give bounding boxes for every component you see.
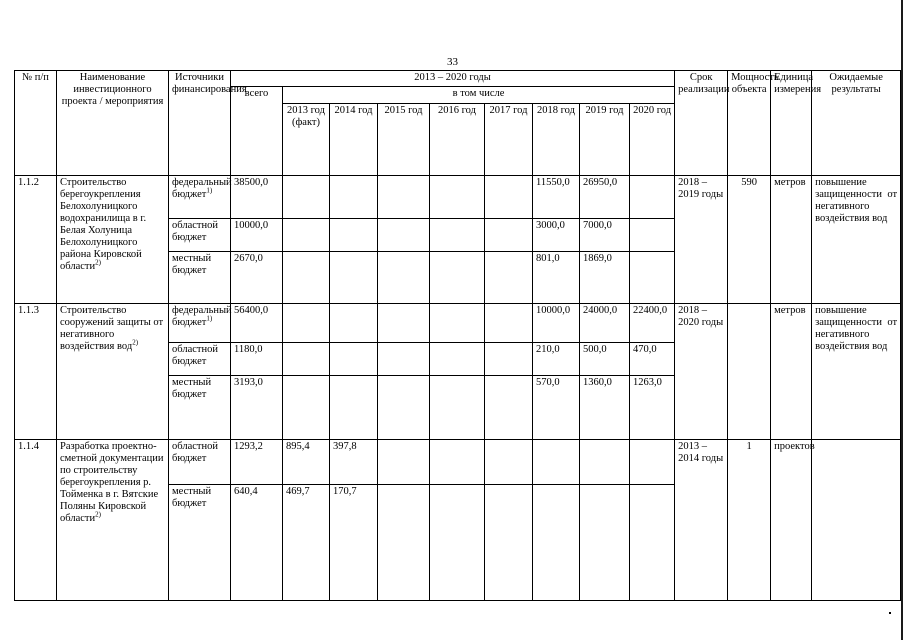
funding-source-text: федеральный бюджет	[172, 177, 232, 201]
year-value	[330, 376, 378, 440]
header-name: Наименование инвестиционного проекта / мероприятия	[57, 71, 169, 176]
year-value	[430, 376, 485, 440]
year-value: 22400,0	[630, 303, 675, 342]
year-value: 570,0	[533, 376, 580, 440]
project-num: 1.1.3	[15, 303, 57, 439]
project-term: 2013 – 2014 годы	[675, 440, 728, 601]
funding-source-text: областной бюджет	[172, 344, 218, 368]
footnote-mark: 1)	[206, 186, 213, 195]
year-value	[533, 485, 580, 601]
year-value: 895,4	[283, 440, 330, 485]
year-value: 397,8	[330, 440, 378, 485]
year-value	[485, 485, 533, 601]
year-value	[485, 252, 533, 304]
page-number: 33	[447, 56, 458, 68]
year-value	[430, 343, 485, 376]
year-value	[330, 219, 378, 252]
year-value	[485, 176, 533, 219]
funding-source	[169, 485, 231, 601]
total-value: 38500,0	[231, 176, 283, 219]
total-value: 2670,0	[231, 252, 283, 304]
year-value	[330, 252, 378, 304]
project-term: 2018 – 2019 годы	[675, 176, 728, 304]
header-including: в том числе	[283, 87, 675, 103]
funding-source-text: местный бюджет	[172, 377, 212, 401]
total-value: 3193,0	[231, 376, 283, 440]
funding-source	[169, 440, 231, 485]
year-value	[330, 303, 378, 342]
funding-source	[169, 219, 231, 252]
year-value	[378, 485, 430, 601]
year-value	[630, 176, 675, 219]
table-row	[15, 303, 901, 342]
year-value	[430, 176, 485, 219]
footnote-mark: 2)	[95, 258, 101, 267]
year-value	[378, 176, 430, 219]
funding-source-text: местный бюджет	[172, 486, 212, 510]
year-value	[430, 485, 485, 601]
table-body	[15, 71, 901, 601]
year-value	[378, 303, 430, 342]
year-value	[580, 485, 630, 601]
project-term: 2018 – 2020 годы	[675, 303, 728, 439]
table-row	[15, 440, 901, 485]
project-unit: метров	[771, 303, 812, 439]
total-value: 1180,0	[231, 343, 283, 376]
page-edge-line	[901, 0, 903, 640]
year-value: 26950,0	[580, 176, 630, 219]
year-value	[485, 440, 533, 485]
header-year: 2014 год	[330, 103, 378, 175]
year-value: 1263,0	[630, 376, 675, 440]
investment-table	[14, 70, 901, 601]
project-name-text: Строительство сооружений защиты от негативного воздействия вод	[60, 304, 164, 352]
header-capacity: Мощность объекта	[728, 71, 771, 176]
funding-source-text: местный бюджет	[172, 253, 212, 277]
year-value: 3000,0	[533, 219, 580, 252]
total-value: 56400,0	[231, 303, 283, 342]
project-capacity	[728, 303, 771, 439]
project-num: 1.1.2	[15, 176, 57, 304]
year-value	[283, 219, 330, 252]
year-value: 500,0	[580, 343, 630, 376]
year-value	[283, 343, 330, 376]
year-value	[430, 440, 485, 485]
year-value	[283, 252, 330, 304]
funding-source	[169, 176, 231, 219]
header-unit: Единица измерения	[771, 71, 812, 176]
project-name-text: Разработка проектно-сметной документации по строительству берегоукрепления р. Тойменка в г. Вятские Поляны Кировской области	[60, 441, 164, 525]
header-total: всего	[231, 87, 283, 176]
project-unit: проектов	[771, 440, 812, 601]
header-num: № п/п	[15, 71, 57, 176]
year-value	[330, 176, 378, 219]
header-year: 2016 год	[430, 103, 485, 175]
funding-source	[169, 376, 231, 440]
project-capacity: 1	[728, 440, 771, 601]
year-value: 10000,0	[533, 303, 580, 342]
year-value	[533, 440, 580, 485]
year-value	[485, 219, 533, 252]
header-period: 2013 – 2020 годы	[231, 71, 675, 87]
project-unit: метров	[771, 176, 812, 304]
year-value: 469,7	[283, 485, 330, 601]
year-value: 801,0	[533, 252, 580, 304]
header-year: 2018 год	[533, 103, 580, 175]
year-value	[430, 303, 485, 342]
footnote-mark: 2)	[95, 510, 101, 519]
project-result	[812, 440, 901, 601]
year-value	[378, 252, 430, 304]
year-value: 7000,0	[580, 219, 630, 252]
year-value: 1869,0	[580, 252, 630, 304]
year-value: 11550,0	[533, 176, 580, 219]
header-results: Ожидаемые результаты	[812, 71, 901, 176]
year-value	[580, 440, 630, 485]
project-num: 1.1.4	[15, 440, 57, 601]
header-term: Срок реализации	[675, 71, 728, 176]
project-result: повышение защищенности от негативного воздействия вод	[812, 176, 901, 304]
year-value: 1360,0	[580, 376, 630, 440]
total-value: 640,4	[231, 485, 283, 601]
year-value	[630, 219, 675, 252]
funding-source	[169, 252, 231, 304]
project-capacity: 590	[728, 176, 771, 304]
project-name	[57, 176, 169, 304]
table-row	[15, 176, 901, 219]
total-value: 1293,2	[231, 440, 283, 485]
funding-source-text: областной бюджет	[172, 441, 218, 465]
year-value	[378, 440, 430, 485]
year-value	[630, 485, 675, 601]
year-value	[283, 176, 330, 219]
year-value	[378, 343, 430, 376]
year-value	[283, 376, 330, 440]
header-year: 2013 год (факт)	[283, 103, 330, 175]
scan-mark	[889, 612, 891, 614]
header-year: 2020 год	[630, 103, 675, 175]
footnote-mark: 1)	[206, 314, 213, 323]
header-year: 2019 год	[580, 103, 630, 175]
funding-source	[169, 303, 231, 342]
project-name	[57, 303, 169, 439]
year-value	[485, 343, 533, 376]
year-value	[485, 303, 533, 342]
year-value	[283, 303, 330, 342]
total-value: 10000,0	[231, 219, 283, 252]
header-source: Источники финансирования	[169, 71, 231, 176]
year-value	[630, 252, 675, 304]
header-year: 2017 год	[485, 103, 533, 175]
year-value	[430, 219, 485, 252]
year-value	[430, 252, 485, 304]
year-value: 470,0	[630, 343, 675, 376]
funding-source-text: федеральный бюджет	[172, 304, 232, 328]
year-value: 170,7	[330, 485, 378, 601]
project-result: повышение защищенности от негативного воздействия вод	[812, 303, 901, 439]
year-value	[378, 219, 430, 252]
header-row	[15, 71, 901, 87]
year-value	[630, 440, 675, 485]
project-name	[57, 440, 169, 601]
year-value: 210,0	[533, 343, 580, 376]
year-value	[330, 343, 378, 376]
footnote-mark: 2)	[132, 338, 139, 347]
funding-source-text: областной бюджет	[172, 220, 218, 244]
year-value: 24000,0	[580, 303, 630, 342]
year-value	[378, 376, 430, 440]
project-name-text: Строительство берегоукрепления Белохолуницкого водохранилища в г. Белая Холуница Белохолуницкого района Кировской области	[60, 177, 147, 273]
year-value	[485, 376, 533, 440]
funding-source	[169, 343, 231, 376]
header-year: 2015 год	[378, 103, 430, 175]
